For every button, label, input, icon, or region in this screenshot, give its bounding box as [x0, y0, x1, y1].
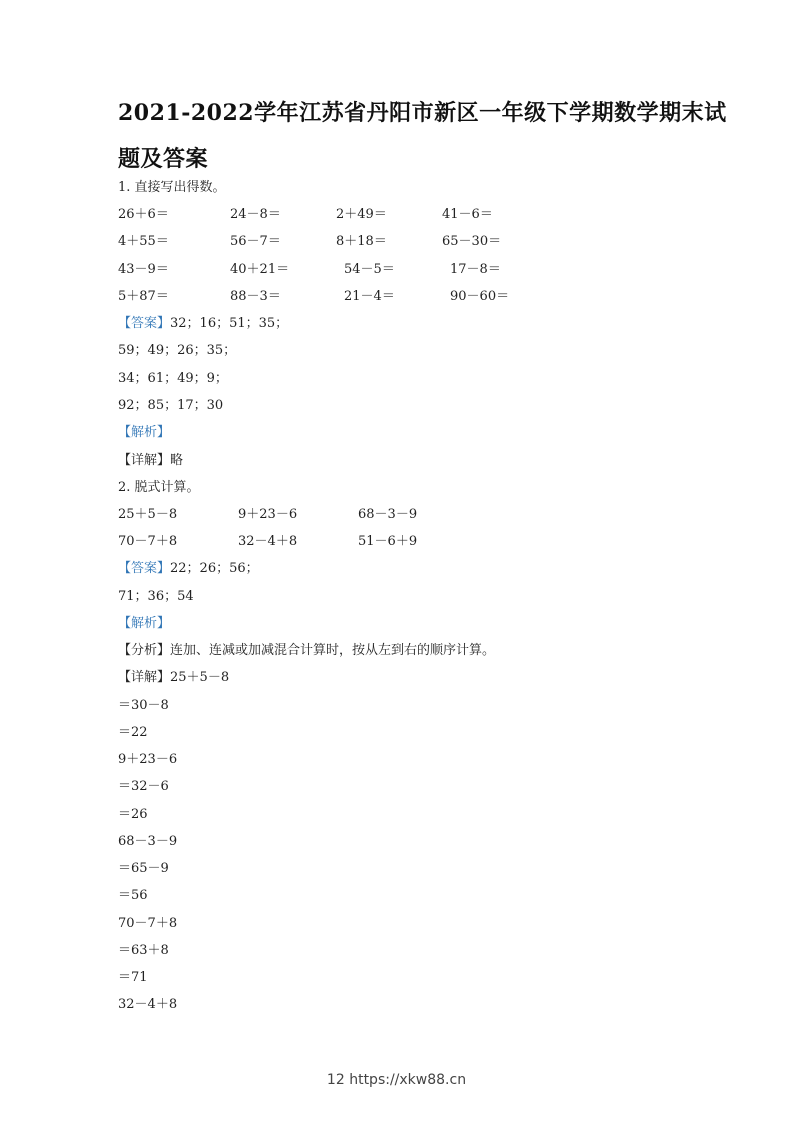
q2-step: 32－4＋8 — [118, 997, 178, 1012]
q2-step: ＝30－8 — [118, 698, 169, 713]
q2-step: ＝32－6 — [118, 779, 169, 794]
answer-tag: 【答案】 — [118, 316, 171, 331]
q1-item: 17－8＝ — [450, 262, 501, 277]
answer-text: 22；26；56； — [170, 561, 259, 576]
q2-step: ＝65－9 — [118, 861, 169, 876]
document-title-line-2: 题及答案 — [118, 146, 209, 172]
q2-step: 9＋23－6 — [118, 752, 178, 767]
q1-item: 54－5＝ — [344, 262, 395, 277]
q1-item: 41－6＝ — [442, 207, 493, 222]
q2-item: 25＋5－8 — [118, 507, 178, 522]
answer-text: 32；16；51；35； — [170, 316, 289, 331]
page-number: 12 — [326, 1072, 345, 1088]
q1-item: 90－60＝ — [450, 289, 510, 304]
q2-step: 68－3－9 — [118, 834, 178, 849]
q2-fenxi: 【分析】连加、连减或加减混合计算时，按从左到右的顺序计算。 — [118, 643, 496, 658]
q1-item: 2＋49＝ — [336, 207, 387, 222]
q1-item: 65－30＝ — [442, 234, 502, 249]
page-footer — [0, 1072, 793, 1088]
q1-answer-line-3: 34；61；49；9； — [118, 371, 228, 386]
q1-answer-line-4: 92；85；17；30 — [118, 398, 224, 413]
q2-step: ＝26 — [118, 807, 148, 822]
q2-item: 70－7＋8 — [118, 534, 178, 549]
q1-item: 24－8＝ — [230, 207, 281, 222]
q2-detail-first: 【详解】25＋5－8 — [118, 670, 230, 685]
q1-item: 43－9＝ — [118, 262, 169, 277]
document-title-line-1: 2021-2022学年江苏省丹阳市新区一年级下学期数学期末试 — [118, 100, 727, 126]
q1-item: 40＋21＝ — [230, 262, 290, 277]
answer-tag: 【答案】 — [118, 561, 171, 576]
q2-step: ＝63＋8 — [118, 943, 169, 958]
q2-item: 68－3－9 — [358, 507, 418, 522]
q1-heading: 1. 直接写出得数。 — [118, 180, 226, 195]
q2-step: ＝56 — [118, 888, 148, 903]
q2-analysis-tag: 【解析】 — [118, 616, 171, 631]
q1-item: 4＋55＝ — [118, 234, 169, 249]
q1-item: 56－7＝ — [230, 234, 281, 249]
q1-detail: 【详解】略 — [118, 453, 184, 468]
q2-answer-line-1 — [118, 561, 259, 577]
q1-analysis-tag: 【解析】 — [118, 425, 171, 440]
q2-item: 9＋23－6 — [238, 507, 298, 522]
q1-item: 26＋6＝ — [118, 207, 169, 222]
q1-item: 8＋18＝ — [336, 234, 387, 249]
q2-step: ＝71 — [118, 970, 148, 985]
q1-item: 88－3＝ — [230, 289, 281, 304]
q1-item: 21－4＝ — [344, 289, 395, 304]
footer-url[interactable]: https://xkw88.cn — [349, 1072, 467, 1088]
q1-item: 5＋87＝ — [118, 289, 169, 304]
q2-heading: 2. 脱式计算。 — [118, 480, 200, 495]
q2-item: 32－4＋8 — [238, 534, 298, 549]
q2-step: ＝22 — [118, 725, 148, 740]
q1-answer-line-2: 59；49；26；35； — [118, 343, 237, 358]
q1-answer-line-1 — [118, 316, 288, 332]
q2-answer-line-2: 71；36；54 — [118, 589, 194, 604]
q2-item: 51－6＋9 — [358, 534, 418, 549]
q2-step: 70－7＋8 — [118, 916, 178, 931]
